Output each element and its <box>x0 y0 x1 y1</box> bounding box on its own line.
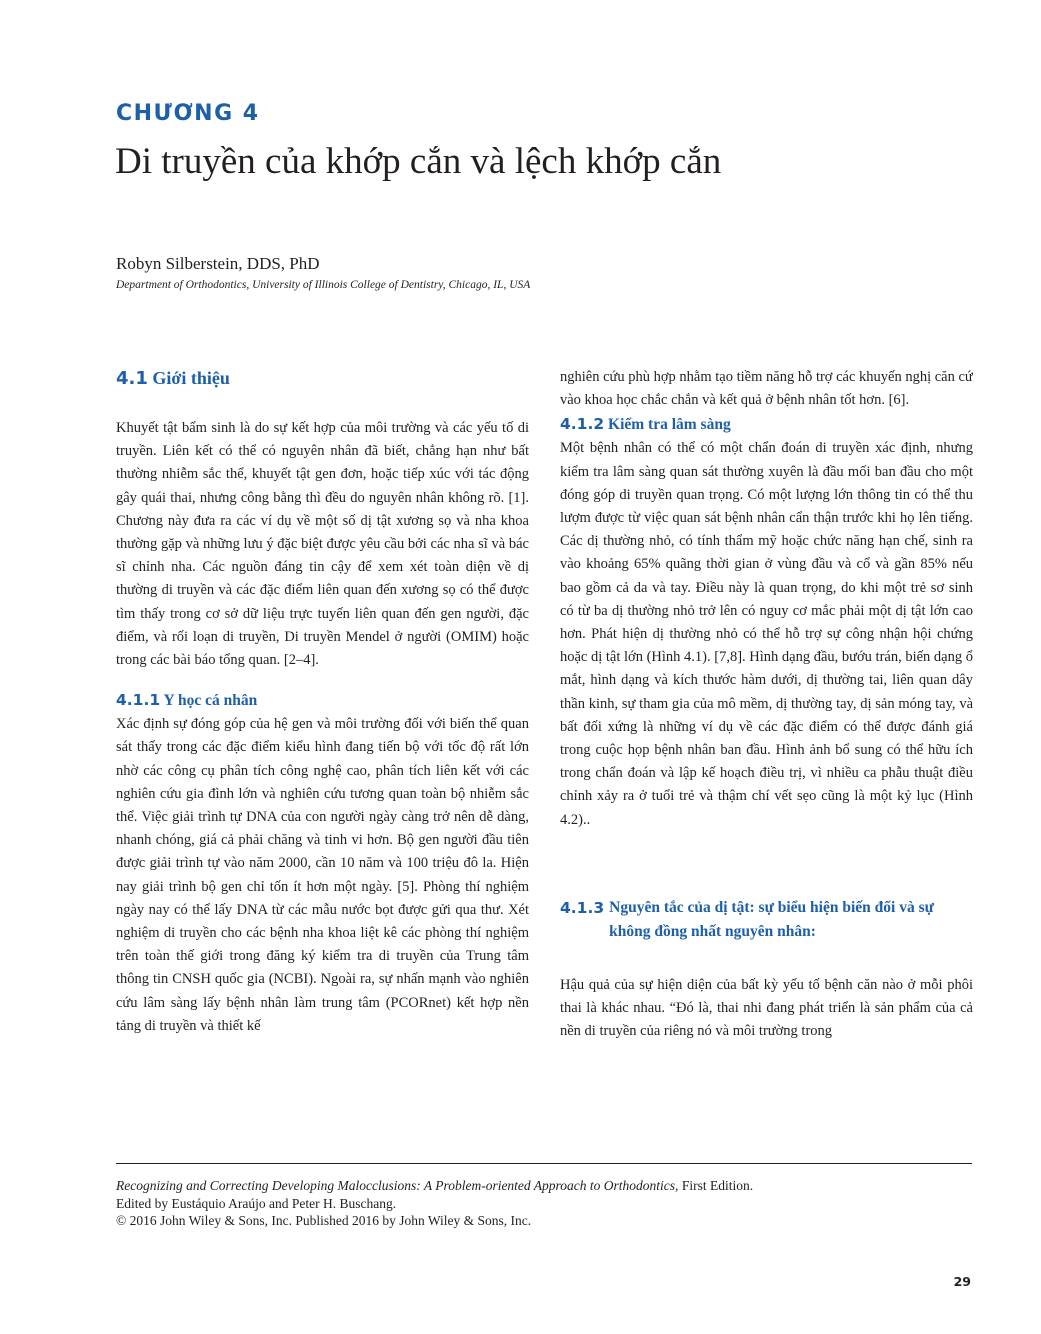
section-number: 4.1.1 <box>116 691 161 710</box>
book-edition: First Edition. <box>678 1178 754 1193</box>
section-number: 4.1.2 <box>560 415 605 434</box>
section-heading-malformation-principles <box>560 896 973 944</box>
author-affiliation: Department of Orthodontics, University of Illinois College of Dentistry, Chicago, IL, USA <box>116 279 531 291</box>
personal-medicine-continuation: nghiên cứu phù hợp nhằm tạo tiềm năng hỗ trợ các khuyến nghị căn cứ vào khoa học chắc chắn và kết quả ở bệnh nhân tốt hơn. [6]. <box>560 369 973 409</box>
author-name: Robyn Silberstein, DDS, PhD <box>116 254 320 273</box>
section-title: Y học cá nhân <box>163 692 258 710</box>
footer-divider <box>116 1163 972 1164</box>
malformation-principles-paragraph: Hậu quả của sự hiện diện của bất kỳ yếu tố bệnh căn nào ở mỗi phôi thai là khác nhau. “Đó là, thai nhi đang phát triển là sản phẩm của cả nền di truyền của riêng nó và môi trường trong <box>560 976 973 1040</box>
footer-book-line <box>116 1177 972 1195</box>
clinical-exam-paragraph: Một bệnh nhân có thể có một chẩn đoán di truyền xác định, nhưng kiểm tra lâm sàng quan sát thường xuyên là đầu mối ban đầu cho một đóng góp di truyền quan trọng. Có một lượng lớn thông tin có thể thu lượm được từ việc quan sát bệnh nhân cẩn thận trước khi họ lên tiếng. Các dị thường nhỏ, có tính thẩm mỹ hoặc chức năng hạn chế, sinh ra vào khoảng 65% quãng thời gian ở vùng đầu và cổ và gần 85% nếu bao gồm cả da và tay. Điều này là quan trọng, do khi một trẻ sơ sinh có từ ba dị thường nhỏ trở lên có nguy cơ mắc phải một dị tật lớn cao hơn. Phát hiện dị thường nhỏ có thể hỗ trợ sự công nhận hội chứng hoặc dị tật lớn (Hình 4.1). [7,8]. Hình dạng đầu, bướu trán, biến dạng ổ mắt, hình dạng và kích thước hàm dưới, dị thường tai, liên quan dây thần kinh, sự tham gia của mô mềm, dị thường tay, dị sản móng tay, và bất đối xứng là những ví dụ về các đặc điểm có thể được đánh giá trong cuộc họp bệnh nhân ban đầu. Hình ảnh bổ sung có thể hữu ích trong chẩn đoán và lập kế hoạch điều trị, vì nhiều ca phẫu thuật điều chỉnh xảy ra ở tuổi trẻ và thậm chí vết sẹo cũng là một kỷ lục (Hình 4.2).. <box>560 440 973 828</box>
book-title: Recognizing and Correcting Developing Malocclusions: A Problem-oriented Approach to Orthodontics, <box>116 1178 679 1193</box>
section-title: Kiểm tra lâm sàng <box>608 416 731 434</box>
page-number: 29 <box>953 1274 971 1289</box>
intro-paragraph: Khuyết tật bẩm sinh là do sự kết hợp của môi trường và các yếu tố di truyền. Liên kết có thể có nguyên nhân đã biết, chẳng hạn như bất thường nhiễm sắc thể, khuyết tật gen đơn, hoặc tiếp xúc với tác động gây quái thai, nhưng công bằng thì đều do nguyên nhân không rõ. [1]. Chương này đưa ra các ví dụ về một số dị tật xương sọ và nha khoa thường gặp và những lưu ý đặc biệt được yêu cầu bởi các nha sĩ và bác sĩ chỉnh nha. Các nguồn đáng tin cậy để xem xét toàn diện về dị thường di truyền và các đặc điểm liên quan đến xương sọ có thể được tìm thấy trong cơ sở dữ liệu trực tuyến liên quan đến gen người, đặc điểm, và rối loạn di truyền, Di truyền Mendel ở người (OMIM) hoặc trong các bài báo tổng quan. [2–4]. <box>116 420 529 669</box>
section-heading-personal-medicine <box>116 688 529 713</box>
section-title: Nguyên tắc của dị tật: sự biểu hiện biến đổi và sự không đồng nhất nguyên nhân: <box>609 898 934 940</box>
left-column <box>116 364 529 1038</box>
chapter-label: CHƯƠNG 4 <box>116 101 260 126</box>
section-heading-clinical-exam <box>560 412 973 437</box>
right-column <box>560 366 973 1043</box>
footer-copyright: © 2016 John Wiley & Sons, Inc. Published 2016 by John Wiley & Sons, Inc. <box>116 1213 532 1228</box>
personal-medicine-paragraph: Xác định sự đóng góp của hệ gen và môi trường đối với biến thể quan sát thấy trong các đặc điểm kiểu hình đang tiến bộ với tốc độ rất lớn nhờ các công cụ phân tích công nghệ cao, phân tích liên kết với các nghiên cứu gia đình lớn và nghiên cứu tương quan toàn bộ nhiễm sắc thể. Việc giải trình tự DNA của con người ngày càng trở nên dễ dàng, nhanh chóng, giá cả phải chăng và tinh vi hơn. Bộ gen người đầu tiên được giải trình tự vào năm 2000, cần 10 năm và 100 triệu đô la. Hiện nay giải trình bộ gen chỉ tốn ít hơn một ngày. [5]. Phòng thí nghiệm ngày nay có thể lấy DNA từ các mẫu nước bọt được gửi qua thư. Xét nghiệm di truyền cho các bệnh nha khoa liệt kê các phòng thí nghiệm trên toàn thế giới trong đăng ký kiểm tra di truyền của Trung tâm thông tin CNSH quốc gia (NCBI). Ngoài ra, sự nhấn mạnh vào nghiên cứu lâm sàng lấy bệnh nhân làm trung tâm (PCORnet) kết hợp nền tảng di truyền và thiết kế <box>116 716 529 1034</box>
section-number: 4.1 <box>116 368 148 389</box>
footer-editors: Edited by Eustáquio Araújo and Peter H. Buschang. <box>116 1195 397 1211</box>
footer-credits <box>116 1177 972 1230</box>
section-heading-intro <box>116 364 529 393</box>
section-title: Giới thiệu <box>152 368 230 388</box>
section-number: 4.1.3 <box>560 898 605 917</box>
chapter-title: Di truyền của khớp cắn và lệch khớp cắn <box>115 141 722 182</box>
